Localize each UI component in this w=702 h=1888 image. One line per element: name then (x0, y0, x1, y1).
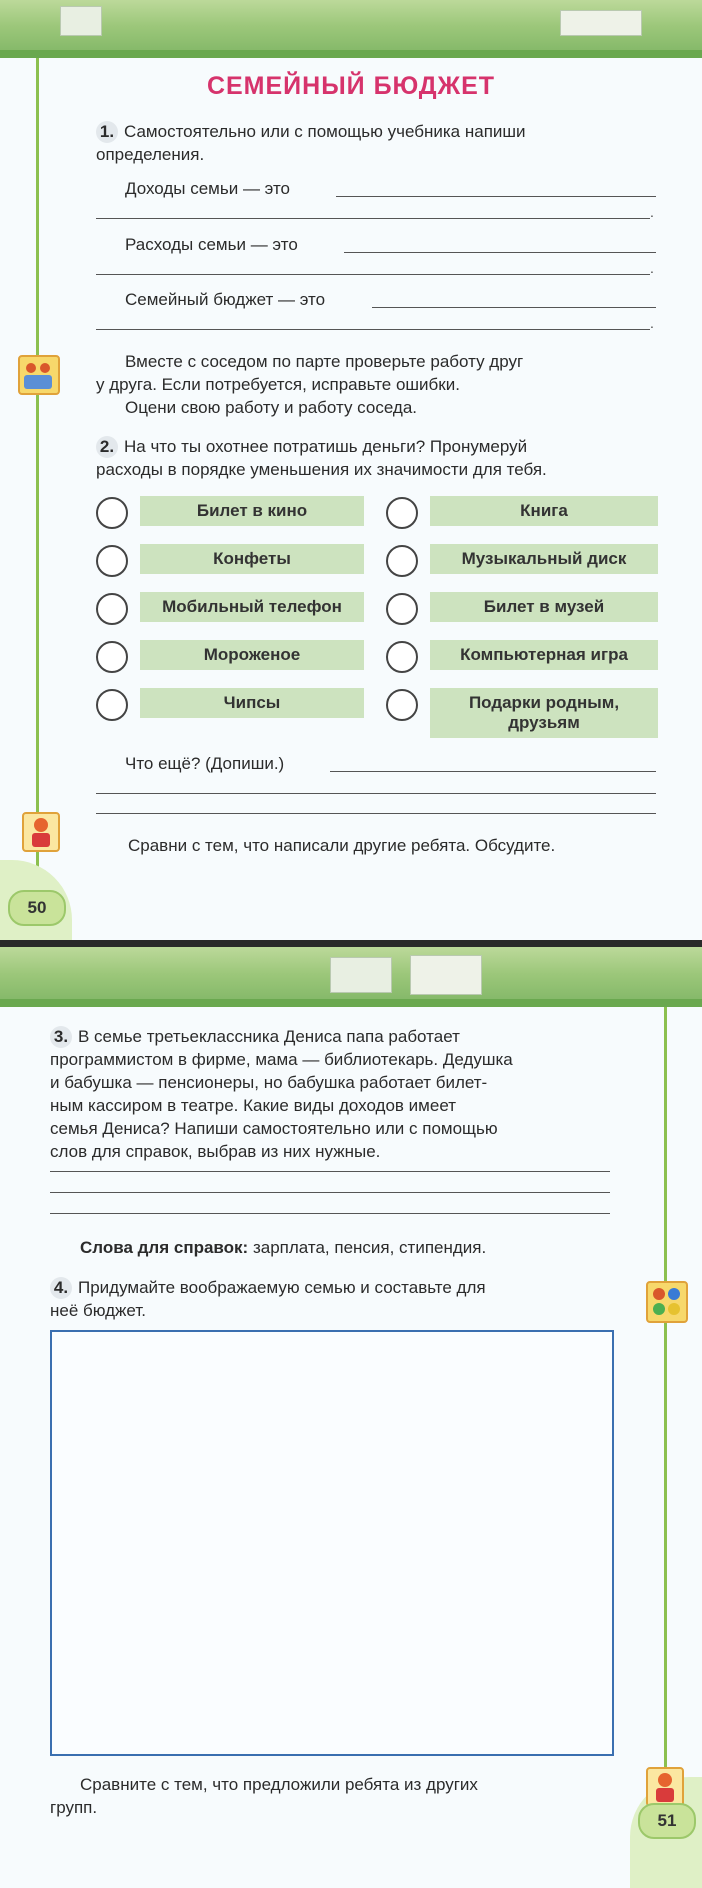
rank-circle[interactable] (96, 641, 128, 673)
task4-number: 4. (50, 1277, 72, 1299)
banner-stripe (0, 999, 702, 1007)
reference-label: Слова для справок: (80, 1238, 249, 1257)
task3-line5: семья Дениса? Напиши самостоятельно или с помощью (50, 1119, 498, 1138)
more-label: Что ещё? (Допиши.) (125, 754, 285, 773)
discuss-girl-icon (646, 1767, 684, 1807)
task2-line1: На что ты охотнее потратишь деньги? Пронумеруй (124, 437, 528, 456)
task3-answer-line-3[interactable] (50, 1213, 610, 1214)
definition-income-line[interactable] (336, 196, 656, 197)
option-music-disc: Музыкальный диск (430, 544, 658, 574)
more-answer-line[interactable] (330, 771, 656, 772)
page-title: СЕМЕЙНЫЙ БЮДЖЕТ (206, 72, 496, 100)
definition-expense-line[interactable] (344, 252, 656, 253)
compare-text: Сравни с тем, что написали другие ребята. Обсудите. (128, 836, 556, 855)
task1-number: 1. (96, 121, 118, 143)
rank-circle[interactable] (386, 593, 418, 625)
page-number: 51 (638, 1803, 696, 1839)
definition-expense-label: Расходы семьи — это (125, 235, 298, 254)
line-end-dot: . (650, 204, 654, 220)
check-line3: Оцени свою работу и работу соседа. (125, 398, 417, 417)
option-book: Книга (430, 496, 658, 526)
check-line1: Вместе с соседом по парте проверьте работу друг (125, 352, 524, 371)
option-chips: Чипсы (140, 688, 364, 718)
rank-circle[interactable] (96, 593, 128, 625)
line-end-dot: . (650, 260, 654, 276)
task4-text (50, 1276, 486, 1299)
reference-list: зарплата, пенсия, стипендия. (252, 1238, 487, 1257)
banner-building (60, 6, 102, 36)
check-line2: у друга. Если потребуется, исправьте ошибки. (96, 375, 460, 394)
option-cinema-ticket: Билет в кино (140, 496, 364, 526)
budget-answer-box[interactable] (50, 1330, 614, 1756)
page-separator (0, 940, 702, 947)
task4-compare-line2: групп. (50, 1798, 98, 1817)
rank-circle[interactable] (386, 497, 418, 529)
definition-budget-line-2[interactable] (96, 329, 650, 330)
reference-words (80, 1236, 486, 1259)
option-candy: Конфеты (140, 544, 364, 574)
margin-line (36, 58, 39, 896)
banner-tower (410, 955, 482, 995)
more-answer-line-3[interactable] (96, 813, 656, 814)
rank-circle[interactable] (96, 545, 128, 577)
rank-circle[interactable] (96, 497, 128, 529)
margin-line (664, 1007, 667, 1817)
definition-income-label: Доходы семьи — это (125, 179, 291, 198)
more-answer-line-2[interactable] (96, 793, 656, 794)
task3-line6: слов для справок, выбрав из них нужные. (50, 1142, 381, 1161)
page-51 (0, 947, 702, 1888)
page-number: 50 (8, 890, 66, 926)
rank-circle[interactable] (386, 689, 418, 721)
task4-line2: неё бюджет. (50, 1301, 146, 1320)
task1-line2: определения. (96, 145, 205, 164)
rank-circle[interactable] (386, 545, 418, 577)
task3-line4: ным кассиром в театре. Какие виды доходов имеет (50, 1096, 456, 1115)
rank-circle[interactable] (386, 641, 418, 673)
task3-line3: и бабушка — пенсионеры, но бабушка работает билет- (50, 1073, 488, 1092)
task2-line2: расходы в порядке уменьшения их значимости для тебя. (96, 460, 547, 479)
rank-circle[interactable] (96, 689, 128, 721)
task3-answer-line-2[interactable] (50, 1192, 610, 1193)
option-ice-cream: Мороженое (140, 640, 364, 670)
pair-work-icon (18, 355, 60, 395)
task2-number: 2. (96, 436, 118, 458)
top-banner-illustration (0, 947, 702, 1007)
definition-expense-line-2[interactable] (96, 274, 650, 275)
line-end-dot: . (650, 315, 654, 331)
discuss-girl-icon (22, 812, 60, 852)
group-work-icon (646, 1281, 688, 1323)
page-50 (0, 0, 702, 940)
option-gifts: Подарки родным, друзьям (430, 688, 658, 738)
task2-text (96, 435, 527, 458)
task4-compare-line1: Сравните с тем, что предложили ребята из других (80, 1775, 478, 1794)
task1-line1: Самостоятельно или с помощью учебника напиши (124, 122, 526, 141)
task1-text (96, 120, 526, 143)
banner-house (560, 10, 642, 36)
option-museum-ticket: Билет в музей (430, 592, 658, 622)
definition-budget-label: Семейный бюджет — это (125, 290, 326, 309)
task3-text (50, 1025, 460, 1048)
task3-line1: В семье третьеклассника Дениса папа работает (78, 1027, 460, 1046)
task3-number: 3. (50, 1026, 72, 1048)
task3-line2: программистом в фирме, мама — библиотекарь. Дедушка (50, 1050, 513, 1069)
task3-answer-line[interactable] (50, 1171, 610, 1172)
option-mobile-phone: Мобильный телефон (140, 592, 364, 622)
task4-line1: Придумайте воображаемую семью и составьте для (78, 1278, 486, 1297)
definition-budget-line[interactable] (372, 307, 656, 308)
top-banner-illustration (0, 0, 702, 58)
banner-stripe (0, 50, 702, 58)
definition-income-line-2[interactable] (96, 218, 650, 219)
option-computer-game: Компьютерная игра (430, 640, 658, 670)
banner-building (330, 957, 392, 993)
